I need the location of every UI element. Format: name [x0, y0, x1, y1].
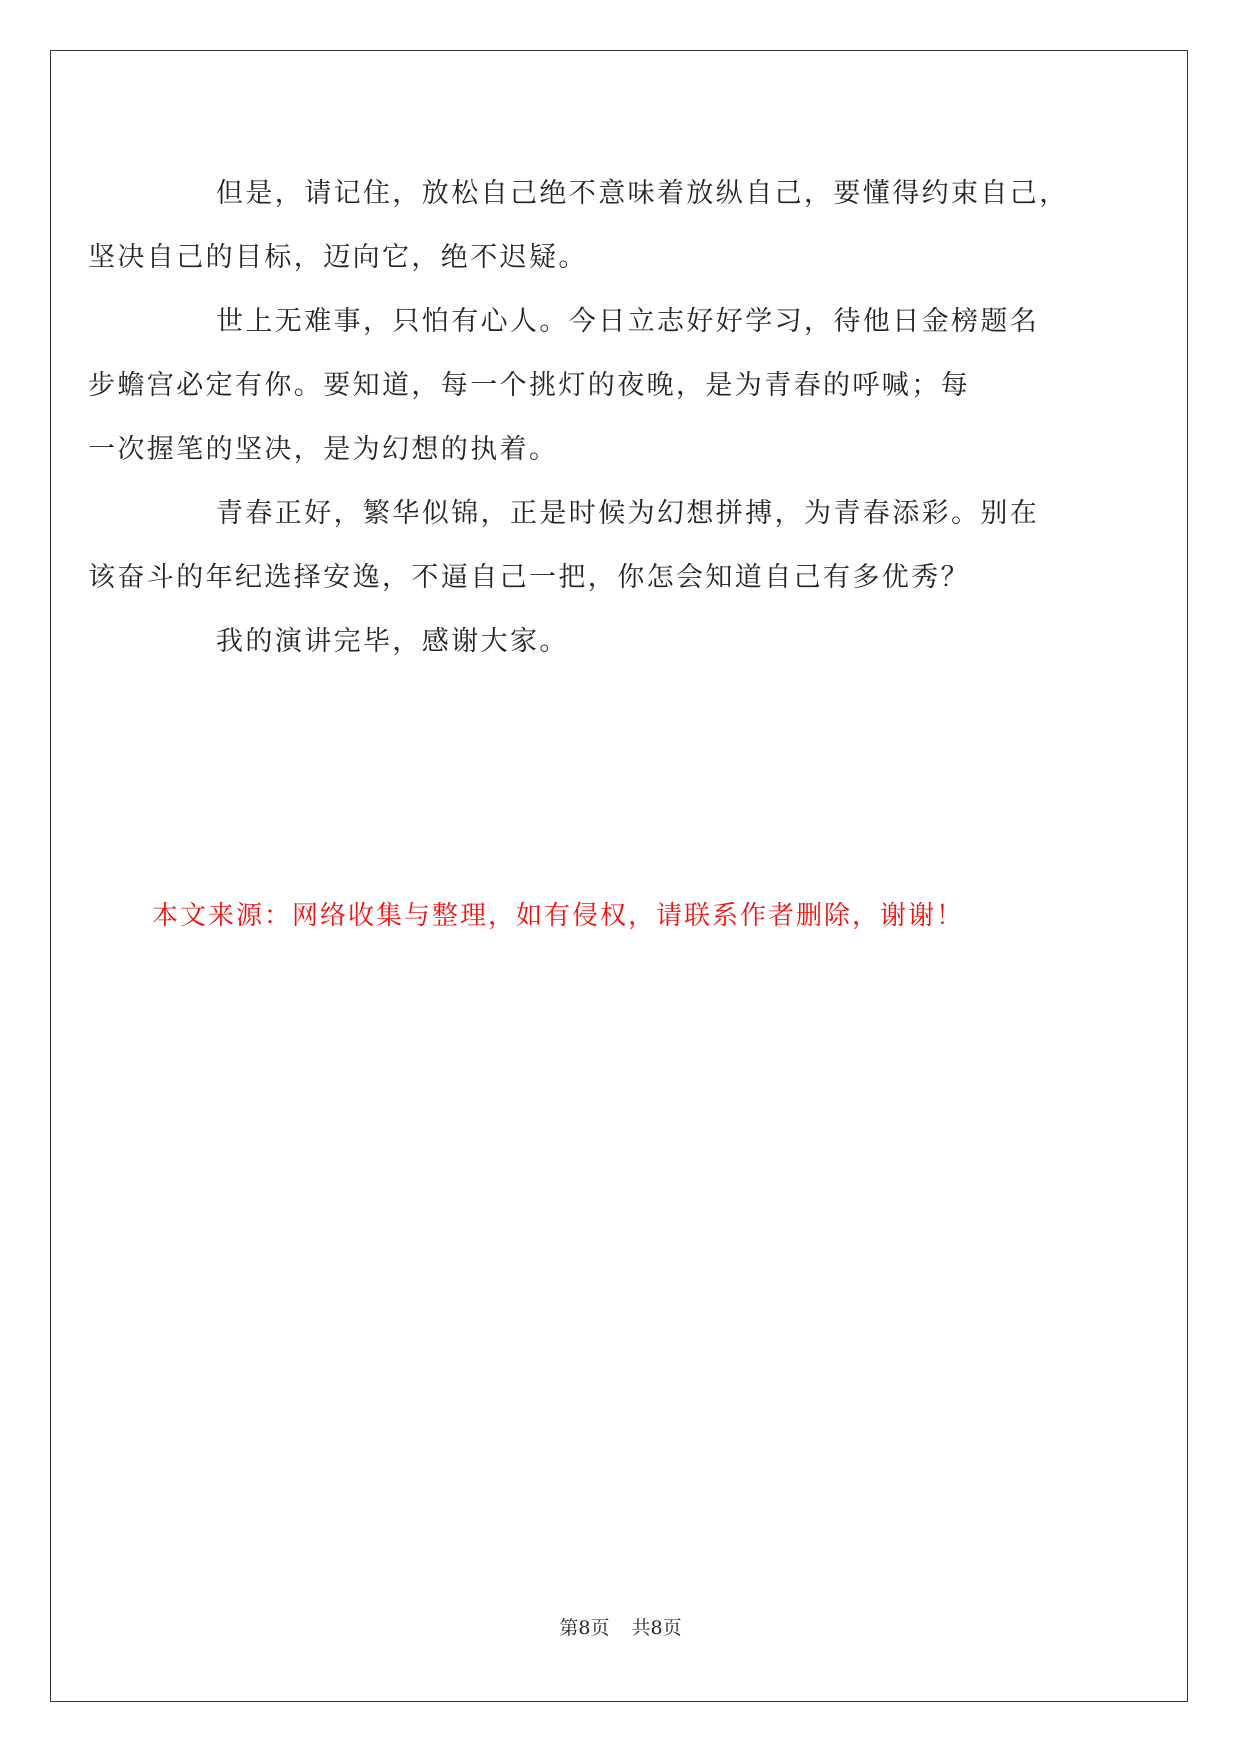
paragraph-line: 青春正好，繁华似锦，正是时候为幻想拼搏，为青春添彩。别在	[216, 498, 1040, 529]
paragraph-line: 但是，请记住，放松自己绝不意味着放纵自己，要懂得约束自己，	[216, 178, 1069, 209]
paragraph-line: 我的演讲完毕，感谢大家。	[216, 626, 569, 657]
paragraph-line: 一次握笔的坚决，是为幻想的执着。	[88, 434, 559, 465]
paragraph-1	[88, 162, 1092, 290]
paragraph-4	[152, 610, 1092, 674]
total-page-count: 共8页	[631, 1617, 682, 1639]
paragraph-line: 坚决自己的目标，迈向它，绝不迟疑。	[88, 242, 588, 273]
document-body	[88, 162, 1092, 674]
paragraph-line: 世上无难事，只怕有心人。今日立志好好学习，待他日金榜题名	[216, 306, 1040, 337]
page-footer	[0, 1613, 1241, 1640]
paragraph-line: 步蟾宫必定有你。要知道，每一个挑灯的夜晚，是为青春的呼喊；每	[88, 370, 970, 401]
current-page-number: 第8页	[559, 1617, 610, 1639]
source-note: 本文来源：网络收集与整理，如有侵权，请联系作者删除，谢谢！	[152, 901, 965, 931]
paragraph-2	[88, 290, 1092, 482]
paragraph-3	[88, 482, 1092, 610]
paragraph-line: 该奋斗的年纪选择安逸，不逼自己一把，你怎会知道自己有多优秀？	[88, 562, 970, 593]
